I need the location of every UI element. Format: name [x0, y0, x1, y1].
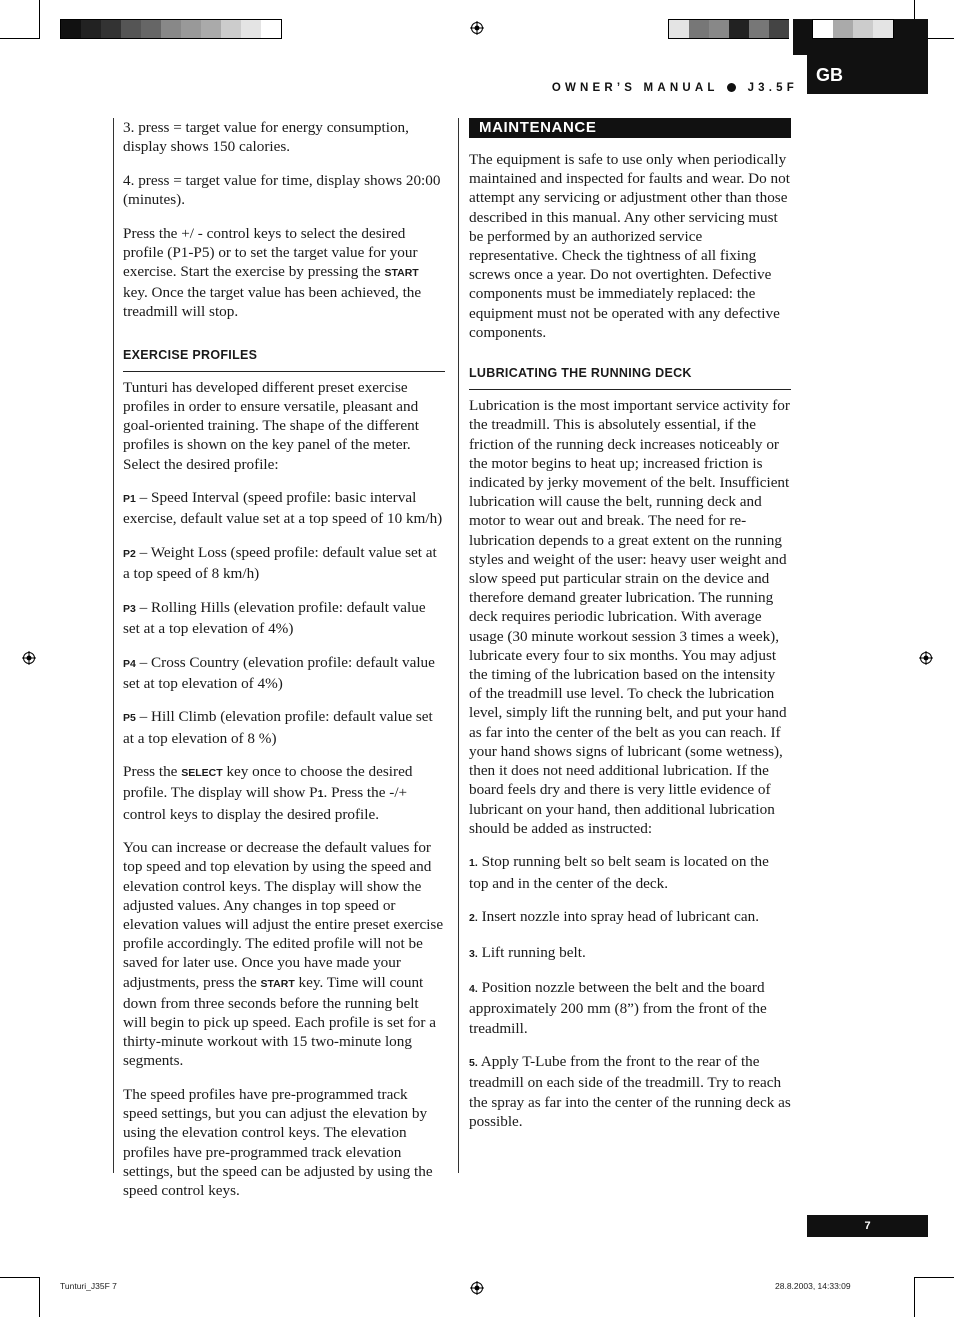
left-column-rule [113, 118, 114, 1173]
right-column [469, 118, 791, 1145]
step-item: 4. Position nozzle between the belt and the board approximately 200 mm (8”) from the front of the treadmill. [469, 979, 767, 1037]
page-number: 7 [807, 1215, 928, 1237]
step-item: 1. Stop running belt so belt seam is located on the top and in the center of the deck. [469, 853, 769, 892]
select-key-label: SELECT [181, 767, 223, 780]
center-column-rule [458, 118, 459, 1173]
file-label: Tunturi_J35F 7 [60, 1281, 117, 1291]
crop-mark [39, 1277, 40, 1317]
profile-item: P5 – Hill Climb (elevation profile: default value set at a top elevation of 8 %) [123, 708, 433, 747]
paragraph: The equipment is safe to use only when periodically maintained and inspected for faults and wear. Do not attempt any servicing or adjustment other than those described in this manual. Any other servicing must be performed by an authorized service representative. Check the tightness of all fixing screws once a year. Do not overtighten. Defective components must be immediately replaced: the equipment must not be operated with any defective components. [469, 151, 790, 341]
manual-header [552, 82, 798, 94]
profile-item: P1 – Speed Interval (speed profile: basic interval exercise, default value set at a top speed of 10 km/h) [123, 489, 443, 528]
paragraph: Lubrication is the most important service activity for the treadmill. This is absolutely essential, if the friction of the running deck increases noticeably or the motor begins to heat up; increased friction is indicated by jerky movement of the belt. Insufficient lubrication will cause the belt, running deck and motor to wear out and break. The need for re-lubrication depends to a great extent on the running styles and weight of the user: heavy user weight and slow speed put particular strain on the device and therefore demand greater lubrication. The running deck requires periodic lubrication. With average usage (30 minute workout session 3 times a week), lubricate every four to six months. You may adjust the timing of the lubrication based on the intensity of the treadmill use level. To check the lubrication level, simply lift the running belt, and put your hand as far into the center of the belt as you can reach. If your hand shows signs of lubricant (some wetness), then it does not need additional lubrication. If the board feels dry and there is very little evidence of lubricant on your hand, then additional lubrication should be added as instructed: [469, 397, 790, 837]
manual-label: OWNER’S MANUAL [551, 82, 719, 94]
section-title-exercise-profiles: EXERCISE PROFILES [123, 340, 445, 372]
registration-target-icon [470, 1281, 484, 1295]
section-title-maintenance: MAINTENANCE [469, 118, 791, 138]
bullet-icon [727, 83, 736, 92]
paragraph: Press the +/ - control keys to select the desired profile (P1-P5) or to set the target value for your exercise. Start the exercise by pressing the START key. Once the target value has been achieved, the treadmill will stop. [123, 224, 422, 321]
profile-item: P4 – Cross Country (elevation profile: default value set at top elevation of 4%) [123, 653, 435, 692]
crop-mark [39, 0, 40, 38]
section-title-lubricating: LUBRICATING THE RUNNING DECK [469, 358, 791, 390]
crop-mark [0, 38, 40, 39]
registration-target-icon [470, 21, 484, 35]
grayscale-bar-right [668, 19, 789, 39]
start-key-label: START [260, 977, 295, 990]
model-label: J3.5F [747, 82, 798, 94]
step-item: 2. Insert nozzle into spray head of lubricant can. [469, 908, 760, 926]
left-column [123, 118, 445, 1215]
crop-mark [914, 1277, 954, 1278]
paragraph: You can increase or decrease the default values for top speed and top elevation by using the speed and elevation control keys. The display will show the adjusted values. Any changes in top speed or elevation values will adjust the entire preset exercise profile accordingly. The edited profile will not be saved for later use. Once you have made your adjustments, press the START key. Time will count down from three seconds before the running belt will begin to pick up speed. Each profile is set for a thirty-minute workout with 15 two-minute long segments. [123, 839, 444, 1070]
language-tab: GB [807, 54, 928, 94]
step-item: 5. Apply T-Lube from the front to the rear of the treadmill on each side of the treadmill. Try to reach the spray as far into the center of the running deck as possible. [469, 1053, 791, 1130]
crop-mark [914, 1277, 915, 1317]
paragraph: Tunturi has developed different preset exercise profiles in order to ensure versatile, pleasant and goal-oriented training. The shape of the different profiles is shown on the key panel of the meter. Select the desired profile: [123, 378, 419, 473]
crop-mark [0, 1277, 40, 1278]
step-item: 3. Lift running belt. [469, 943, 586, 961]
registration-target-icon [22, 651, 36, 665]
paragraph: 4. press = target value for time, display shows 20:00 (minutes). [123, 171, 441, 208]
paragraph: The speed profiles have pre-programmed track speed settings, but you can adjust the elevation by using the elevation control keys. The elevation profiles have pre-programmed track elevation settings, but the speed can be adjusted by using the speed control keys. [123, 1086, 433, 1200]
paragraph: Press the SELECT key once to choose the desired profile. The display will show P1. Press the -/+ control keys to display the desired profile. [123, 763, 413, 823]
profile-item: P3 – Rolling Hills (elevation profile: default value set at a top elevation of 4%) [123, 598, 426, 638]
grayscale-bar-left [60, 19, 282, 39]
registration-target-icon [919, 651, 933, 665]
start-key-label: START [384, 267, 419, 279]
paragraph: 3. press = target value for energy consumption, display shows 150 calories. [123, 119, 409, 156]
profile-item: P2 – Weight Loss (speed profile: default value set at a top speed of 8 km/h) [123, 544, 437, 583]
grayscale-bar-right-light [812, 19, 894, 39]
print-timestamp: 28.8.2003, 14:33:09 [775, 1281, 851, 1291]
